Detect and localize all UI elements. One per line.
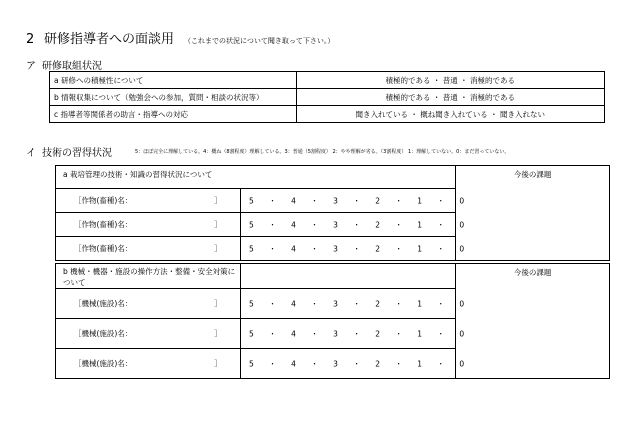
crop-name-field[interactable] — [56, 237, 241, 261]
machine-name-label: ［機械(施設)名： — [74, 299, 133, 308]
scale-value[interactable]: 2 — [375, 329, 380, 338]
scale-legend: 5：ほぼ完全に理解している。4：概ね（8割程度）理解している。3：普通（5割程度） 2：やや理解が劣る。（3割程度） 1：理解していない。0：まだ習っていない。 — [135, 149, 510, 155]
scale-value[interactable]: 0 — [459, 299, 465, 308]
scale-separator: ・ — [268, 359, 277, 368]
scale-value[interactable]: 0 — [459, 196, 465, 205]
scale-value[interactable]: 4 — [291, 220, 296, 229]
scale-value[interactable]: 4 — [291, 299, 296, 308]
scale-value[interactable]: 3 — [333, 196, 338, 205]
rating-scale[interactable] — [240, 189, 465, 213]
crop-name-bracket: ］ — [214, 244, 222, 253]
scale-separator: ・ — [352, 359, 361, 368]
scale-value[interactable]: 3 — [333, 244, 338, 253]
scale-value[interactable]: 3 — [333, 359, 338, 368]
table-row — [50, 89, 605, 106]
scale-separator: ・ — [268, 220, 277, 229]
section-a-title: 研修取組状況 — [42, 61, 102, 72]
attitude-options[interactable]: 聞き入れている ・ 概ね聞き入れている ・ 聞き入れない — [296, 106, 604, 123]
scale-separator: ・ — [268, 299, 277, 308]
machine-issues-label: 今後の課題 — [513, 268, 552, 277]
attitude-options[interactable]: 積極的である ・ 普通 ・ 消極的である — [296, 89, 604, 106]
scale-value[interactable]: 2 — [375, 359, 380, 368]
rating-scale[interactable] — [240, 349, 465, 379]
page-heading — [26, 28, 334, 47]
scale-value[interactable]: 3 — [333, 329, 338, 338]
attitude-label: a 研修への積極性について — [50, 72, 297, 89]
machine-skill-header: b 機械・機器・施設の操作方法・整備・安全対策について — [56, 264, 241, 289]
scale-separator: ・ — [436, 359, 445, 368]
rating-scale[interactable] — [240, 237, 465, 261]
section-b-heading — [26, 144, 112, 159]
scale-value[interactable]: 1 — [417, 220, 423, 229]
rating-scale[interactable] — [240, 319, 465, 349]
heading-number: 2 — [26, 32, 35, 47]
scale-separator: ・ — [436, 244, 445, 253]
scale-separator: ・ — [268, 244, 277, 253]
scale-separator: ・ — [268, 196, 277, 205]
section-b-title: 技術の習得状況 — [42, 148, 112, 159]
scale-separator: ・ — [394, 220, 403, 229]
crop-skill-header: a 栽培管理の技術・知識の習得状況について — [56, 166, 456, 189]
scale-separator: ・ — [310, 196, 319, 205]
crop-name-field[interactable] — [56, 213, 241, 237]
scale-separator: ・ — [394, 196, 403, 205]
scale-separator: ・ — [310, 220, 319, 229]
rating-scale[interactable] — [240, 289, 465, 319]
scale-value[interactable]: 5 — [249, 329, 254, 338]
crop-name-field[interactable] — [56, 189, 241, 213]
scale-separator: ・ — [352, 220, 361, 229]
machine-skill-table — [55, 263, 610, 379]
machine-name-bracket: ］ — [214, 359, 222, 368]
scale-value[interactable]: 1 — [417, 329, 423, 338]
table-row — [56, 166, 610, 189]
scale-value[interactable]: 1 — [417, 196, 423, 205]
machine-name-bracket: ］ — [214, 329, 222, 338]
machine-name-field[interactable] — [56, 319, 241, 349]
machine-name-label: ［機械(施設)名： — [74, 359, 133, 368]
scale-separator: ・ — [310, 244, 319, 253]
scale-separator: ・ — [352, 329, 361, 338]
scale-value[interactable]: 2 — [375, 196, 380, 205]
scale-separator: ・ — [436, 220, 445, 229]
scale-value[interactable]: 5 — [249, 196, 254, 205]
section-b-kana: イ — [26, 148, 36, 159]
scale-value[interactable]: 5 — [249, 359, 254, 368]
table-row — [56, 264, 610, 289]
scale-value[interactable]: 2 — [375, 299, 380, 308]
section-a-kana: ア — [26, 61, 36, 72]
scale-value[interactable]: 4 — [291, 196, 296, 205]
scale-value[interactable]: 3 — [333, 220, 338, 229]
crop-skill-table — [55, 165, 610, 261]
crop-issues-label: 今後の課題 — [513, 170, 552, 179]
scale-separator: ・ — [436, 196, 445, 205]
scale-value[interactable]: 4 — [291, 244, 296, 253]
attitude-label: b 情報収集について（勉強会への参加，質問・相談の状況等） — [50, 89, 297, 106]
attitude-table — [49, 71, 605, 123]
scale-value[interactable]: 5 — [249, 299, 254, 308]
scale-value[interactable]: 1 — [417, 299, 423, 308]
scale-value[interactable]: 0 — [459, 359, 465, 368]
crop-issues-field[interactable] — [456, 166, 610, 261]
machine-name-bracket: ］ — [214, 299, 222, 308]
machine-name-field[interactable] — [56, 289, 241, 319]
scale-separator: ・ — [310, 359, 319, 368]
scale-value[interactable]: 2 — [375, 220, 380, 229]
scale-value[interactable]: 1 — [417, 244, 423, 253]
scale-value[interactable]: 5 — [249, 244, 254, 253]
scale-separator: ・ — [352, 196, 361, 205]
machine-issues-field[interactable] — [456, 264, 610, 379]
machine-name-label: ［機械(施設)名： — [74, 329, 133, 338]
scale-separator: ・ — [436, 299, 445, 308]
crop-name-bracket: ］ — [214, 220, 222, 229]
table-row — [50, 106, 605, 123]
scale-value[interactable]: 0 — [459, 244, 465, 253]
scale-value[interactable]: 5 — [249, 220, 254, 229]
scale-separator: ・ — [310, 299, 319, 308]
scale-separator: ・ — [352, 244, 361, 253]
scale-separator: ・ — [436, 329, 445, 338]
scale-value[interactable]: 0 — [459, 329, 465, 338]
scale-value[interactable]: 0 — [459, 220, 465, 229]
scale-separator: ・ — [394, 329, 403, 338]
crop-name-bracket: ］ — [214, 196, 222, 205]
table-row — [50, 72, 605, 89]
rating-scale[interactable] — [240, 213, 465, 237]
scale-separator: ・ — [268, 329, 277, 338]
scale-value[interactable]: 4 — [291, 329, 296, 338]
heading-note: （これまでの状況について聞き取って下さい。） — [184, 37, 335, 45]
scale-separator: ・ — [352, 299, 361, 308]
scale-separator: ・ — [394, 299, 403, 308]
scale-value[interactable]: 1 — [417, 359, 423, 368]
crop-name-label: ［作物(畜種)名： — [74, 244, 133, 253]
scale-separator: ・ — [394, 359, 403, 368]
crop-name-label: ［作物(畜種)名： — [74, 196, 133, 205]
section-a-heading — [26, 57, 102, 72]
scale-value[interactable]: 2 — [375, 244, 380, 253]
scale-separator: ・ — [310, 329, 319, 338]
heading-title: 研修指導者への面談用 — [44, 32, 175, 47]
machine-name-field[interactable] — [56, 349, 241, 379]
scale-value[interactable]: 4 — [291, 359, 296, 368]
scale-separator: ・ — [394, 244, 403, 253]
attitude-label: c 指導者等関係者の助言・指導への対応 — [50, 106, 297, 123]
scale-value[interactable]: 3 — [333, 299, 338, 308]
crop-name-label: ［作物(畜種)名： — [74, 220, 133, 229]
attitude-options[interactable]: 積極的である ・ 普通 ・ 消極的である — [296, 72, 604, 89]
